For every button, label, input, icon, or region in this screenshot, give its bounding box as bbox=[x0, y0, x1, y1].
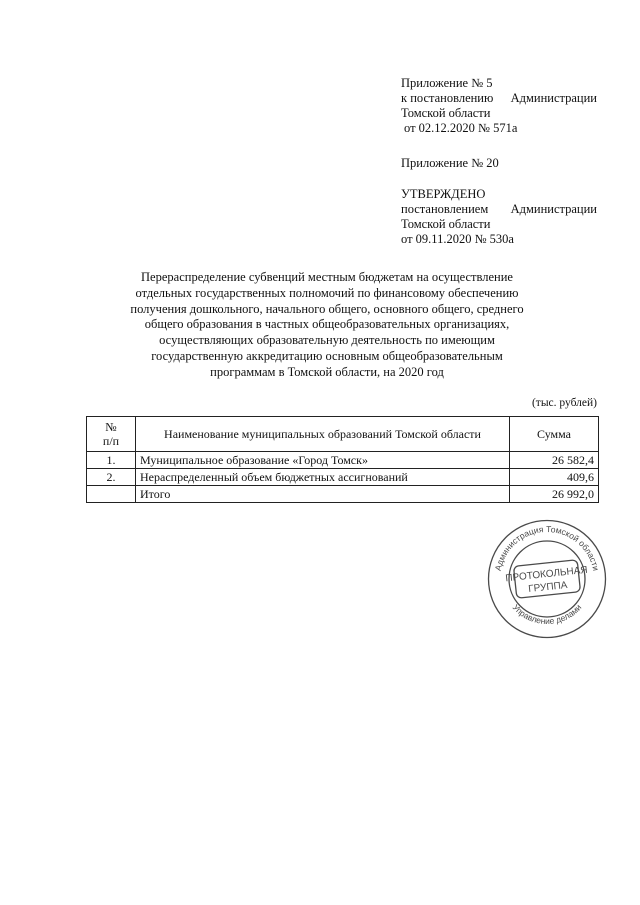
annex-20-block bbox=[401, 156, 597, 171]
stamp-ring-top-text: Администрация Томской области bbox=[492, 523, 602, 572]
header-number-line2: п/п bbox=[102, 434, 120, 448]
document-title bbox=[100, 270, 554, 381]
row-number: 1. bbox=[87, 452, 136, 469]
title-line: государственную аккредитацию основным общеобразовательным bbox=[151, 348, 503, 363]
stamp-ring-bottom-text: Управление делами bbox=[510, 602, 584, 627]
approval-reference bbox=[401, 202, 597, 217]
header-number bbox=[87, 417, 136, 452]
official-stamp bbox=[486, 518, 608, 640]
table-row bbox=[87, 452, 599, 469]
header-number-line1: № bbox=[105, 420, 117, 434]
approval-block bbox=[401, 187, 597, 247]
title-line: программам в Томской области, на 2020 год bbox=[210, 364, 444, 379]
approval-title: УТВЕРЖДЕНО bbox=[401, 187, 486, 201]
row-name: Нераспределенный объем бюджетных ассигнований bbox=[136, 469, 510, 486]
header-name: Наименование муниципальных образований Томской области bbox=[136, 417, 510, 452]
annex-5-region: Томской области bbox=[401, 106, 491, 120]
header-sum: Сумма bbox=[510, 417, 599, 452]
approval-date: от 09.11.2020 № 530а bbox=[401, 232, 514, 246]
stamp-center-line2: ГРУППА bbox=[527, 579, 568, 595]
row-name: Муниципальное образование «Город Томск» bbox=[136, 452, 510, 469]
title-line: получения дошкольного, начального общего, основного общего, среднего bbox=[130, 301, 524, 316]
annex-5-block bbox=[401, 76, 597, 136]
subvention-table bbox=[86, 416, 599, 503]
annex-5-reference-left: к постановлению bbox=[401, 91, 494, 105]
units-label: (тыс. рублей) bbox=[531, 397, 597, 409]
row-sum: 409,6 bbox=[510, 469, 599, 486]
row-name: Итого bbox=[136, 486, 510, 503]
approval-reference-right: Администрации bbox=[510, 202, 597, 216]
annex-5-reference bbox=[401, 91, 597, 106]
title-line: общего образования в частных общеобразовательных организациях, bbox=[144, 317, 510, 332]
row-number bbox=[87, 486, 136, 503]
row-sum: 26 582,4 bbox=[510, 452, 599, 469]
stamp-center-line1: ПРОТОКОЛЬНАЯ bbox=[504, 564, 589, 585]
annex-5-reference-right: Администрации bbox=[510, 91, 597, 105]
approval-reference-left: постановлением bbox=[401, 202, 489, 216]
title-line: осуществляющих образовательную деятельность по имеющим bbox=[159, 333, 495, 348]
annex-5-date: от 02.12.2020 № 571а bbox=[404, 121, 518, 135]
table-header-row bbox=[87, 417, 599, 452]
approval-region: Томской области bbox=[401, 217, 491, 231]
annex-5-title: Приложение № 5 bbox=[401, 76, 493, 90]
annex-20-title: Приложение № 20 bbox=[401, 156, 499, 170]
table-total-row bbox=[87, 486, 599, 503]
row-sum: 26 992,0 bbox=[510, 486, 599, 503]
table-row bbox=[87, 469, 599, 486]
row-number: 2. bbox=[87, 469, 136, 486]
title-line: Перераспределение субвенций местным бюджетам на осуществление bbox=[141, 270, 513, 284]
title-line: отдельных государственных полномочий по финансовому обеспечению bbox=[135, 285, 519, 300]
